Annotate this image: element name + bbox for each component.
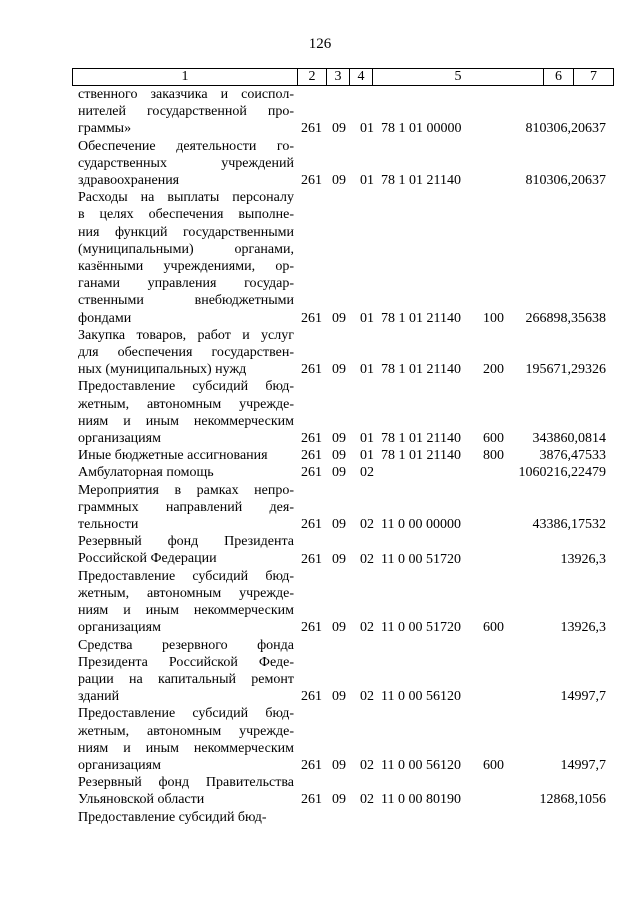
- row-codes: [78, 809, 618, 826]
- row-name-line: фондами: [78, 310, 132, 326]
- table-header: [72, 68, 614, 86]
- subsection-code: 02: [360, 757, 374, 773]
- target-article-code: 11 0 00 00000: [381, 517, 461, 533]
- row-name-line: ганами управления государ-: [78, 276, 294, 292]
- target-article-code: 78 1 01 21140: [381, 310, 461, 326]
- section-code: 09: [332, 121, 346, 137]
- table-body: [78, 86, 618, 826]
- amount: 14997,7: [560, 757, 606, 773]
- row-name-line: граммы»: [78, 121, 132, 137]
- amount: 810306,20637: [525, 121, 606, 137]
- header-col-3: 3: [326, 69, 349, 85]
- subsection-code: 01: [360, 448, 374, 464]
- subsection-code: 02: [360, 689, 374, 705]
- admin-code: 261: [301, 551, 322, 567]
- admin-code: 261: [301, 689, 322, 705]
- table-row: [78, 447, 618, 464]
- row-name-line: ниям и иным некоммерческим: [78, 413, 294, 429]
- amount: 810306,20637: [525, 173, 606, 189]
- section-code: 09: [332, 689, 346, 705]
- table-row: [78, 533, 618, 567]
- table-row: [78, 464, 618, 481]
- target-article-code: 78 1 01 00000: [381, 121, 462, 137]
- row-codes: [78, 688, 618, 705]
- header-col-5: 5: [372, 69, 543, 85]
- row-codes: [78, 310, 618, 327]
- amount: 195671,29326: [525, 362, 606, 378]
- section-code: 09: [332, 620, 346, 636]
- amount: 3876,47533: [539, 448, 606, 464]
- row-name-line: Иные бюджетные ассигнования: [78, 448, 268, 464]
- subsection-code: 02: [360, 517, 374, 533]
- target-article-code: 78 1 01 21140: [381, 173, 461, 189]
- row-codes: [78, 361, 618, 378]
- row-name-line: жетным, автономным учрежде-: [78, 585, 294, 601]
- amount: 43386,17532: [532, 517, 606, 533]
- section-code: 09: [332, 431, 346, 447]
- admin-code: 261: [301, 757, 322, 773]
- amount: 14997,7: [560, 689, 606, 705]
- subsection-code: 01: [360, 121, 374, 137]
- row-codes: [78, 120, 618, 137]
- amount: 266898,35638: [525, 310, 606, 326]
- subsection-code: 01: [360, 173, 374, 189]
- row-codes: [78, 619, 618, 636]
- subsection-code: 01: [360, 362, 374, 378]
- header-col-2: 2: [297, 69, 326, 85]
- section-code: 09: [332, 792, 346, 808]
- target-article-code: 11 0 00 80190: [381, 792, 461, 808]
- section-code: 09: [332, 362, 346, 378]
- row-name-line: Средства резервного фонда: [78, 637, 294, 653]
- target-article-code: 11 0 00 51720: [381, 551, 461, 567]
- row-name-line: организациям: [78, 757, 161, 773]
- subsection-code: 02: [360, 551, 374, 567]
- table-row: [78, 637, 618, 706]
- admin-code: 261: [301, 792, 322, 808]
- row-name-line: в целях обеспечения выполне-: [78, 207, 294, 223]
- row-name-line: Обеспечение деятельности го-: [78, 138, 294, 154]
- table-row: [78, 327, 618, 379]
- row-codes: [78, 464, 618, 481]
- expense-type-code: 200: [483, 362, 504, 378]
- section-code: 09: [332, 465, 346, 481]
- row-name-line: для обеспечения государствен-: [78, 345, 294, 361]
- row-codes: [78, 516, 618, 533]
- header-col-4: 4: [349, 69, 372, 85]
- row-name-line: ственными внебюджетными: [78, 293, 294, 309]
- table-row: [78, 809, 618, 826]
- row-name-line: здравоохранения: [78, 173, 180, 189]
- target-article-code: 78 1 01 21140: [381, 431, 461, 447]
- admin-code: 261: [301, 448, 322, 464]
- row-name-line: Предоставление субсидий бюд-: [78, 379, 294, 395]
- row-name-line: рации на капитальный ремонт: [78, 671, 294, 687]
- row-name-line: Расходы на выплаты персоналу: [78, 190, 294, 206]
- row-name-line: ниям и иным некоммерческим: [78, 603, 294, 619]
- amount: 1060216,22479: [518, 465, 606, 481]
- target-article-code: 11 0 00 51720: [381, 620, 461, 636]
- row-name-line: Резервный фонд Правительства: [78, 775, 294, 791]
- admin-code: 261: [301, 362, 322, 378]
- admin-code: 261: [301, 517, 322, 533]
- row-name-line: казёнными учреждениями, ор-: [78, 259, 294, 275]
- row-codes: [78, 551, 618, 568]
- table-row: [78, 138, 618, 190]
- row-name-line: (муниципальными) органами,: [78, 241, 294, 257]
- section-code: 09: [332, 517, 346, 533]
- header-col-6: 6: [543, 69, 573, 85]
- admin-code: 261: [301, 465, 322, 481]
- row-name-line: Предоставление субсидий бюд-: [78, 568, 294, 584]
- section-code: 09: [332, 551, 346, 567]
- header-col-7: 7: [573, 69, 613, 85]
- row-codes: [78, 430, 618, 447]
- admin-code: 261: [301, 173, 322, 189]
- admin-code: 261: [301, 310, 322, 326]
- row-name-line: Предоставление субсидий бюд-: [78, 706, 294, 722]
- row-name-line: Президента Российской Феде-: [78, 654, 294, 670]
- row-name: [78, 189, 294, 327]
- row-name-line: Мероприятия в рамках непро-: [78, 482, 294, 498]
- table-row: [78, 482, 618, 534]
- row-name-line: ственного заказчика и соиспол-: [78, 87, 294, 102]
- subsection-code: 01: [360, 431, 374, 447]
- admin-code: 261: [301, 620, 322, 636]
- row-name-line: зданий: [78, 689, 120, 705]
- row-codes: [78, 757, 618, 774]
- row-name-line: тельности: [78, 517, 139, 533]
- target-article-code: 11 0 00 56120: [381, 689, 461, 705]
- target-article-code: 78 1 01 21140: [381, 448, 461, 464]
- subsection-code: 02: [360, 620, 374, 636]
- table-row: [78, 705, 618, 774]
- amount: 13926,3: [560, 551, 606, 567]
- expense-type-code: 600: [483, 620, 504, 636]
- row-codes: [78, 172, 618, 189]
- section-code: 09: [332, 757, 346, 773]
- table-row: [78, 86, 618, 138]
- subsection-code: 01: [360, 310, 374, 326]
- row-name-line: Амбулаторная помощь: [78, 465, 214, 481]
- row-name-line: ния функций государственными: [78, 224, 294, 240]
- subsection-code: 02: [360, 465, 374, 481]
- table-row: [78, 189, 618, 327]
- row-name-line: организациям: [78, 620, 161, 636]
- section-code: 09: [332, 448, 346, 464]
- expense-type-code: 600: [483, 757, 504, 773]
- subsection-code: 02: [360, 792, 374, 808]
- section-code: 09: [332, 310, 346, 326]
- row-name-line: Предоставление субсидий бюд-: [78, 809, 267, 825]
- expense-type-code: 600: [483, 431, 504, 447]
- target-article-code: 78 1 01 21140: [381, 362, 461, 378]
- row-name-line: Ульяновской области: [78, 792, 205, 808]
- admin-code: 261: [301, 121, 322, 137]
- row-name-line: жетным, автономным учрежде-: [78, 723, 294, 739]
- table-row: [78, 568, 618, 637]
- header-col-1: 1: [181, 69, 189, 84]
- amount: 343860,0814: [532, 431, 606, 447]
- row-name-line: Российской Федерации: [78, 551, 217, 567]
- expense-type-code: 800: [483, 448, 504, 464]
- row-name-line: жетным, автономным учрежде-: [78, 396, 294, 412]
- row-name-line: ных (муниципальных) нужд: [78, 362, 247, 378]
- expense-type-code: 100: [483, 310, 504, 326]
- row-name-line: Закупка товаров, работ и услуг: [78, 327, 294, 343]
- row-name-line: граммных направлений дея-: [78, 499, 294, 515]
- admin-code: 261: [301, 431, 322, 447]
- page-number: 126: [308, 36, 332, 52]
- row-name-line: ниям и иным некоммерческим: [78, 740, 294, 756]
- row-codes: [78, 447, 618, 464]
- amount: 13926,3: [560, 620, 606, 636]
- row-name-line: Резервный фонд Президента: [78, 534, 294, 550]
- table-row: [78, 378, 618, 447]
- row-name-line: сударственных учреждений: [78, 155, 294, 171]
- target-article-code: 11 0 00 56120: [381, 757, 461, 773]
- row-name-line: организациям: [78, 431, 161, 447]
- row-name-line: нителей государственной про-: [78, 104, 294, 120]
- section-code: 09: [332, 173, 346, 189]
- amount: 12868,1056: [539, 792, 606, 808]
- row-codes: [78, 791, 618, 808]
- table-row: [78, 774, 618, 808]
